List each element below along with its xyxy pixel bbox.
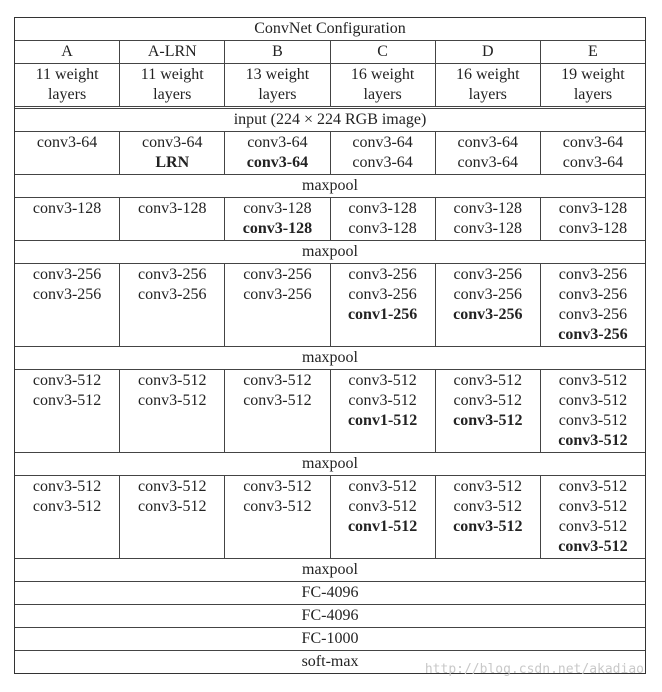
config-name-cell: E — [588, 43, 598, 60]
layer-label: conv3-512 — [138, 478, 207, 495]
tail-layer-label: soft-max — [301, 653, 359, 670]
tail-layer-label-row — [15, 605, 645, 628]
layer-label: conv3-64 — [562, 134, 624, 151]
conv-block-row — [15, 370, 645, 453]
maxpool-label: maxpool — [302, 243, 358, 260]
new-layer-label: conv3-512 — [453, 412, 523, 429]
layer-label: conv3-256 — [348, 266, 417, 283]
layer-label: conv3-512 — [558, 478, 628, 495]
layer-cell — [120, 264, 225, 346]
layer-cell — [331, 198, 436, 240]
layer-label: conv3-512 — [243, 478, 312, 495]
config-name-cell: D — [436, 41, 541, 63]
layer-cell — [436, 476, 541, 558]
layer-cell — [15, 264, 120, 346]
layer-label: conv3-512 — [32, 498, 102, 515]
layer-label: conv3-64 — [352, 154, 413, 171]
layer-label: conv3-512 — [453, 478, 522, 495]
maxpool-label-row — [15, 347, 645, 370]
layer-label: conv3-512 — [348, 392, 417, 409]
config-name-row — [15, 41, 645, 64]
config-name-cell: B — [225, 41, 330, 63]
depth-line: 16 weight — [350, 66, 415, 83]
new-layer-label: conv3-512 — [558, 538, 628, 555]
layer-label: conv3-512 — [558, 518, 628, 535]
layer-label: conv3-256 — [243, 266, 312, 283]
layer-label: conv3-256 — [243, 286, 312, 303]
layer-label: conv3-128 — [32, 200, 102, 217]
conv-block-row — [15, 476, 645, 559]
depth-line: 13 weight — [245, 66, 310, 83]
new-layer-label: conv3-128 — [242, 220, 313, 237]
layer-label: conv3-512 — [138, 392, 207, 409]
conv-block-row — [15, 132, 645, 175]
layer-label: conv3-128 — [453, 200, 522, 217]
depth-cell — [331, 64, 436, 106]
layer-label: conv3-512 — [32, 372, 102, 389]
tail-layer-label: FC-4096 — [301, 584, 359, 601]
input-row-label: input (224 × 224 RGB image) — [233, 111, 427, 128]
layer-label: conv3-64 — [142, 134, 203, 151]
layer-cell — [331, 476, 436, 558]
new-layer-label: conv1-256 — [347, 306, 418, 323]
layer-cell — [225, 264, 330, 346]
layer-cell — [15, 370, 120, 452]
layer-cell — [541, 476, 645, 558]
depth-cell — [225, 64, 330, 106]
layer-label: conv3-256 — [453, 266, 522, 283]
layer-cell — [541, 198, 645, 240]
depth-line: 16 weight — [456, 66, 520, 83]
depth-row — [15, 64, 645, 109]
table-body — [15, 109, 645, 673]
layer-cell — [120, 476, 225, 558]
layer-label: conv3-64 — [36, 134, 98, 151]
layer-label: conv3-256 — [453, 286, 522, 303]
layer-cell — [225, 370, 330, 452]
layer-label: conv3-256 — [138, 266, 207, 283]
layer-cell — [331, 370, 436, 452]
layer-label: conv3-512 — [243, 392, 312, 409]
layer-label: conv3-128 — [243, 200, 312, 217]
layer-label: conv3-512 — [558, 498, 628, 515]
config-name-cell: C — [331, 41, 436, 63]
new-layer-label: conv1-512 — [347, 412, 418, 429]
layer-label: conv3-512 — [558, 412, 628, 429]
new-layer-label: LRN — [155, 154, 190, 171]
layer-label: conv3-128 — [348, 220, 417, 237]
layer-label: conv3-512 — [348, 498, 417, 515]
layer-cell — [15, 132, 120, 174]
layer-label: conv3-128 — [453, 220, 522, 237]
config-name-cell: A — [15, 41, 120, 63]
layer-label: conv3-256 — [558, 266, 628, 283]
conv-block-row — [15, 198, 645, 241]
depth-cell — [120, 64, 225, 106]
input-row-label-row — [15, 109, 645, 132]
depth-line: 19 weight — [561, 66, 625, 83]
maxpool-label-row — [15, 241, 645, 264]
maxpool-label-row — [15, 453, 645, 476]
layer-label: conv3-128 — [348, 200, 417, 217]
depth-line: 11 weight — [140, 66, 204, 83]
depth-line: 11 weight — [35, 66, 99, 83]
layer-label: conv3-512 — [243, 498, 312, 515]
layer-label: conv3-128 — [558, 220, 628, 237]
layer-label: conv3-256 — [558, 286, 628, 303]
tail-layer-label: FC-1000 — [301, 630, 359, 647]
layer-label: conv3-512 — [32, 478, 102, 495]
layer-cell — [331, 132, 436, 174]
config-name-cell: A-LRN — [120, 41, 225, 63]
layer-label: conv3-128 — [138, 200, 207, 217]
maxpool-label: maxpool — [302, 349, 358, 366]
layer-label: conv3-64 — [352, 134, 413, 151]
depth-line: layers — [468, 86, 507, 103]
tail-layer-label: maxpool — [302, 561, 358, 578]
new-layer-label: conv1-512 — [347, 518, 418, 535]
tail-layer-label-row — [15, 628, 645, 651]
tail-layer-label-row — [15, 559, 645, 582]
layer-label: conv3-64 — [562, 154, 624, 171]
layer-label: conv3-512 — [453, 498, 522, 515]
layer-cell — [436, 370, 541, 452]
depth-cell — [15, 64, 120, 106]
layer-cell — [436, 198, 541, 240]
layer-cell — [541, 132, 645, 174]
maxpool-label: maxpool — [302, 455, 358, 472]
depth-line: layers — [363, 86, 402, 103]
layer-cell — [541, 264, 645, 346]
layer-cell — [120, 198, 225, 240]
layer-label: conv3-256 — [558, 306, 628, 323]
depth-line: layers — [47, 86, 87, 103]
depth-cell — [541, 64, 645, 106]
layer-label: conv3-512 — [558, 372, 628, 389]
layer-label: conv3-64 — [247, 134, 308, 151]
layer-cell — [541, 370, 645, 452]
maxpool-label-row — [15, 175, 645, 198]
layer-cell — [225, 476, 330, 558]
layer-label: conv3-512 — [348, 372, 417, 389]
table-title: ConvNet Configuration — [254, 20, 406, 37]
layer-cell — [225, 198, 330, 240]
new-layer-label: conv3-256 — [453, 306, 523, 323]
layer-label: conv3-512 — [453, 372, 522, 389]
layer-cell — [120, 132, 225, 174]
layer-cell — [436, 132, 541, 174]
layer-label: conv3-256 — [138, 286, 207, 303]
layer-cell — [15, 198, 120, 240]
tail-layer-label-row — [15, 582, 645, 605]
depth-cell — [436, 64, 541, 106]
convnet-config-table — [14, 17, 646, 674]
layer-label: conv3-256 — [32, 286, 102, 303]
layer-label: conv3-512 — [348, 478, 417, 495]
depth-line: layers — [573, 86, 613, 103]
layer-cell — [331, 264, 436, 346]
layer-cell — [15, 476, 120, 558]
layer-label: conv3-256 — [348, 286, 417, 303]
layer-label: conv3-512 — [138, 498, 207, 515]
new-layer-label: conv3-64 — [246, 154, 309, 171]
tail-layer-label: FC-4096 — [301, 607, 359, 624]
new-layer-label: conv3-512 — [453, 518, 523, 535]
depth-line: layers — [258, 86, 297, 103]
layer-cell — [120, 370, 225, 452]
layer-label: conv3-512 — [243, 372, 312, 389]
layer-label: conv3-512 — [558, 392, 628, 409]
depth-line: layers — [153, 86, 192, 103]
maxpool-label: maxpool — [302, 177, 358, 194]
layer-label: conv3-64 — [457, 154, 518, 171]
new-layer-label: conv3-512 — [558, 432, 628, 449]
title-row — [15, 18, 645, 41]
conv-block-row — [15, 264, 645, 347]
layer-cell — [225, 132, 330, 174]
layer-label: conv3-256 — [32, 266, 102, 283]
layer-label: conv3-512 — [138, 372, 207, 389]
new-layer-label: conv3-256 — [558, 326, 628, 343]
layer-label: conv3-128 — [558, 200, 628, 217]
layer-label: conv3-512 — [453, 392, 522, 409]
layer-label: conv3-64 — [457, 134, 518, 151]
layer-cell — [436, 264, 541, 346]
layer-label: conv3-512 — [32, 392, 102, 409]
watermark-url: http://blog.csdn.net/akadiao — [424, 662, 644, 677]
